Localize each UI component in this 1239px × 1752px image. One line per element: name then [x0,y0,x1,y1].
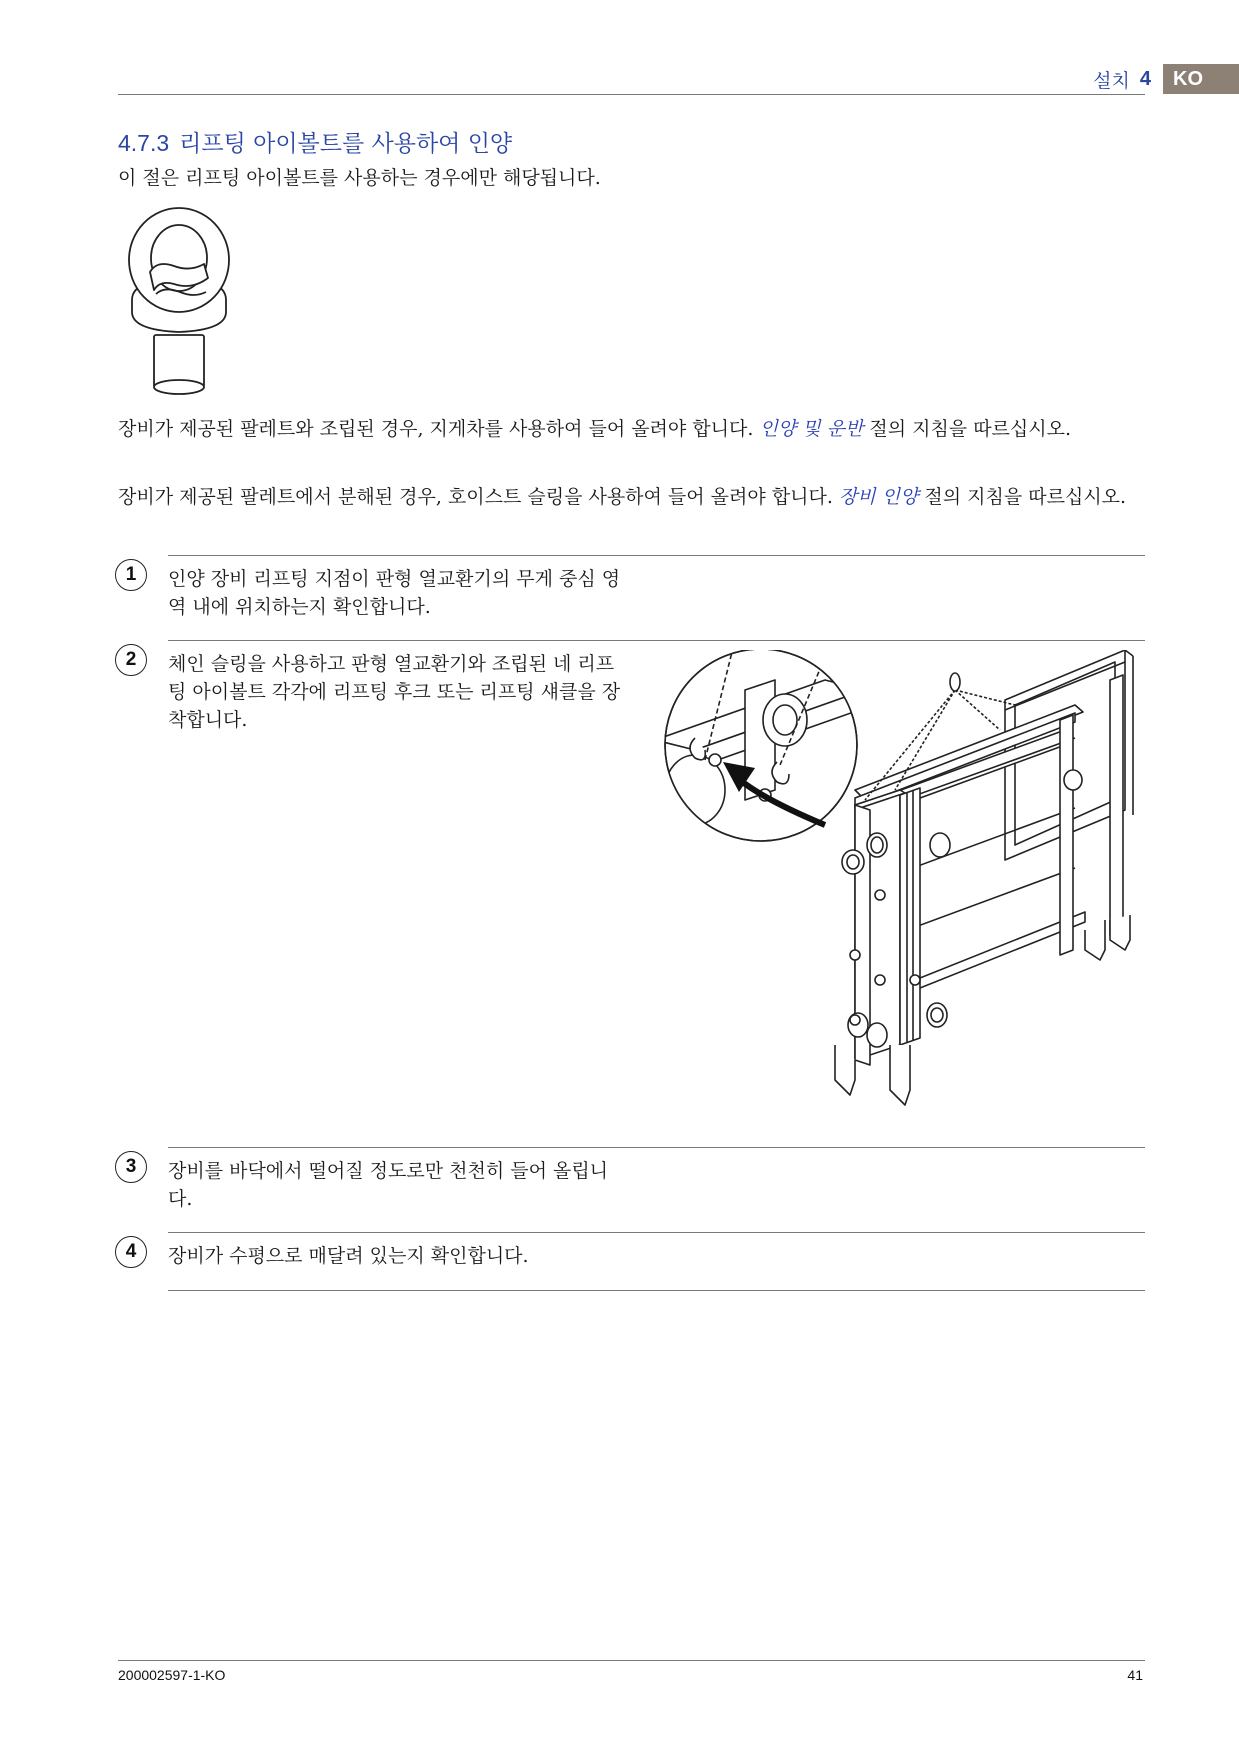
paragraph-pallet-disassembled [118,483,1143,511]
step-text-4: 장비가 수평으로 매달려 있는지 확인합니다. [168,1245,529,1267]
step-number-4: 4 [115,1236,147,1268]
footer-divider [118,1660,1145,1661]
header-divider [118,94,1145,95]
section-title-text: 리프팅 아이볼트를 사용하여 인양 [179,131,513,157]
eyebolt-illustration [112,200,242,400]
footer-document-id: 200002597-1-KO [118,1667,226,1683]
paragraph-pallet-assembled [118,415,1143,443]
step-divider [168,555,1145,556]
paragraph-text: 장비가 제공된 팔레트와 조립된 경우, 지게차를 사용하여 들어 올려야 합니다. [118,418,760,440]
paragraph-text: 장비가 제공된 팔레트에서 분해된 경우, 호이스트 슬링을 사용하여 들어 올려야 합니다. [118,486,839,508]
header-language-badge: KO [1163,64,1239,94]
page-header [1093,64,1239,94]
step-divider [168,1290,1145,1291]
step-number-1: 1 [115,559,147,591]
heat-exchanger-lifting-illustration [655,650,1145,1130]
step-text-2: 체인 슬링을 사용하고 판형 열교환기와 조립된 네 리프팅 아이볼트 각각에 리프팅 후크 또는 리프팅 섀클을 장착합니다. [168,653,621,731]
section-title [118,125,512,158]
step-divider [168,1232,1145,1233]
step-divider [168,640,1145,641]
header-chapter-number: 4 [1139,67,1151,90]
step-number-3: 3 [115,1151,147,1183]
header-section: 설치 [1093,69,1130,92]
step-text-1: 인양 장비 리프팅 지점이 판형 열교환기의 무게 중심 영역 내에 위치하는지 확인합니다. [168,568,621,618]
link-lifting-transport[interactable]: 인양 및 운반 [759,418,864,440]
paragraph-text: 절의 지침을 따르십시오. [863,418,1072,440]
section-number: 4.7.3 [118,130,170,156]
step-number-2: 2 [115,644,147,676]
step-text-3: 장비를 바닥에서 떨어질 정도로만 천천히 들어 올립니다. [168,1160,609,1210]
intro-text: 이 절은 리프팅 아이볼트를 사용하는 경우에만 해당됩니다. [118,167,601,189]
paragraph-text: 절의 지침을 따르십시오. [918,486,1127,508]
step-divider [168,1147,1145,1148]
link-equipment-lifting[interactable]: 장비 인양 [838,486,919,508]
footer-page-number: 41 [1127,1667,1143,1683]
